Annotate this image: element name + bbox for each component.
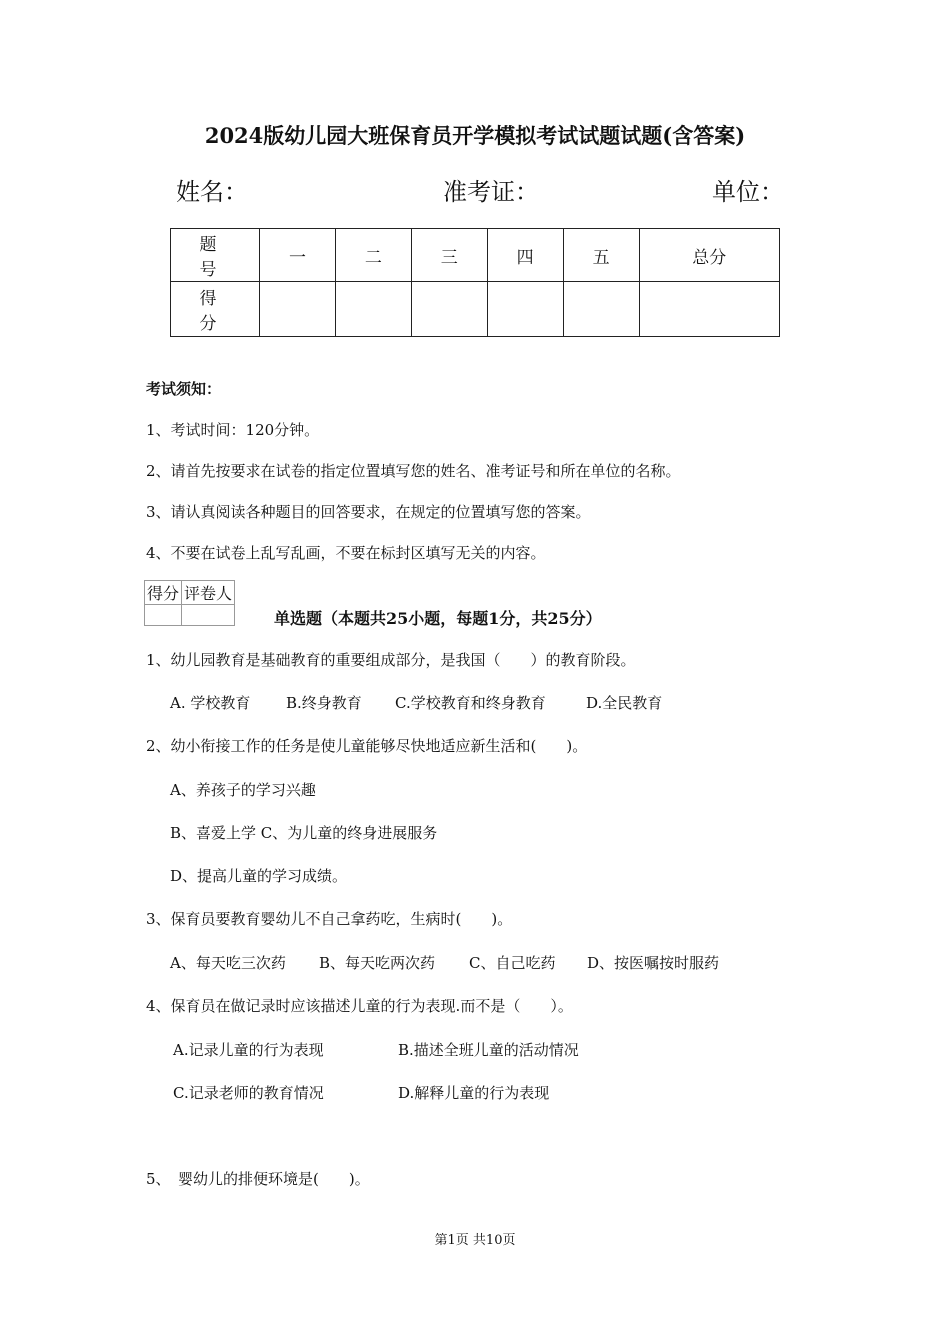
q4-option-b: B.描述全班儿童的活动情况 — [398, 1041, 579, 1059]
notice-item: 3、请认真阅读各种题目的回答要求，在规定的位置填写您的答案。 — [146, 503, 591, 521]
q4-option-c: C.记录老师的教育情况 — [173, 1084, 324, 1102]
q3-option-b: B、每天吃两次药 — [319, 954, 436, 972]
q4-option-d: D.解释儿童的行为表现 — [398, 1084, 550, 1102]
header-cell-1: 一 — [260, 229, 336, 282]
header-cell-2: 二 — [335, 229, 411, 282]
q3-option-c: C、自己吃药 — [469, 954, 556, 972]
question-5: 5、 婴幼儿的排便环境是( )。 — [146, 1170, 370, 1188]
section-title: 单选题（本题共25小题，每题1分，共25分） — [274, 609, 602, 628]
question-1: 1、幼儿园教育是基础教育的重要组成部分，是我国（ ）的教育阶段。 — [146, 651, 636, 669]
notice-item: 2、请首先按要求在试卷的指定位置填写您的姓名、准考证号和所在单位的名称。 — [146, 462, 681, 480]
question-4: 4、保育员在做记录时应该描述儿童的行为表现.而不是（ ）。 — [146, 997, 573, 1015]
score-cell — [260, 282, 336, 337]
header-cell-3: 三 — [411, 229, 487, 282]
score-cell — [335, 282, 411, 337]
question-2: 2、幼小衔接工作的任务是使儿童能够尽快地适应新生活和( )。 — [146, 737, 588, 755]
score-label: 得 分 — [171, 282, 260, 337]
q2-option-a: A、养孩子的学习兴趣 — [170, 781, 316, 799]
q2-option-d: D、提高儿童的学习成绩。 — [170, 867, 348, 885]
q1-option-a: A. 学校教育 — [170, 694, 251, 712]
exam-id-field-label: 准考证： — [443, 178, 539, 206]
notice-item: 4、不要在试卷上乱写乱画，不要在标封区填写无关的内容。 — [146, 544, 546, 562]
score-cell — [411, 282, 487, 337]
q1-option-c: C.学校教育和终身教育 — [395, 694, 546, 712]
notice-item: 1、考试时间：120分钟。 — [146, 421, 320, 439]
score-table-header-row — [171, 229, 780, 282]
name-field-label: 姓名： — [176, 178, 248, 206]
q1-option-b: B.终身教育 — [286, 694, 362, 712]
grader-name-label: 评卷人 — [182, 581, 235, 605]
header-cell-total: 总分 — [639, 229, 779, 282]
page-footer: 第1页 共10页 — [434, 1233, 516, 1248]
q1-option-d: D.全民教育 — [586, 694, 663, 712]
grader-score-cell — [145, 605, 182, 626]
score-cell — [563, 282, 639, 337]
score-cell — [487, 282, 563, 337]
question-number-label: 题 号 — [171, 229, 260, 282]
header-cell-4: 四 — [487, 229, 563, 282]
question-3: 3、保育员要教育婴幼儿不自己拿药吃，生病时( )。 — [146, 910, 513, 928]
q4-option-a: A.记录儿童的行为表现 — [173, 1041, 324, 1059]
score-table-score-row — [171, 282, 780, 337]
grader-name-cell — [182, 605, 235, 626]
score-table — [170, 228, 780, 337]
unit-field-label: 单位： — [712, 178, 784, 206]
score-cell — [639, 282, 779, 337]
q2-option-bc: B、喜爱上学 C、为儿童的终身进展服务 — [170, 824, 438, 842]
notice-heading: 考试须知： — [146, 380, 222, 398]
header-cell-5: 五 — [563, 229, 639, 282]
q3-option-a: A、每天吃三次药 — [170, 954, 286, 972]
page-title: 2024版幼儿园大班保育员开学模拟考试试题试题(含答案) — [204, 123, 746, 148]
q3-option-d: D、按医嘱按时服药 — [587, 954, 720, 972]
grader-score-label: 得分 — [145, 581, 182, 605]
grader-box — [144, 580, 235, 626]
